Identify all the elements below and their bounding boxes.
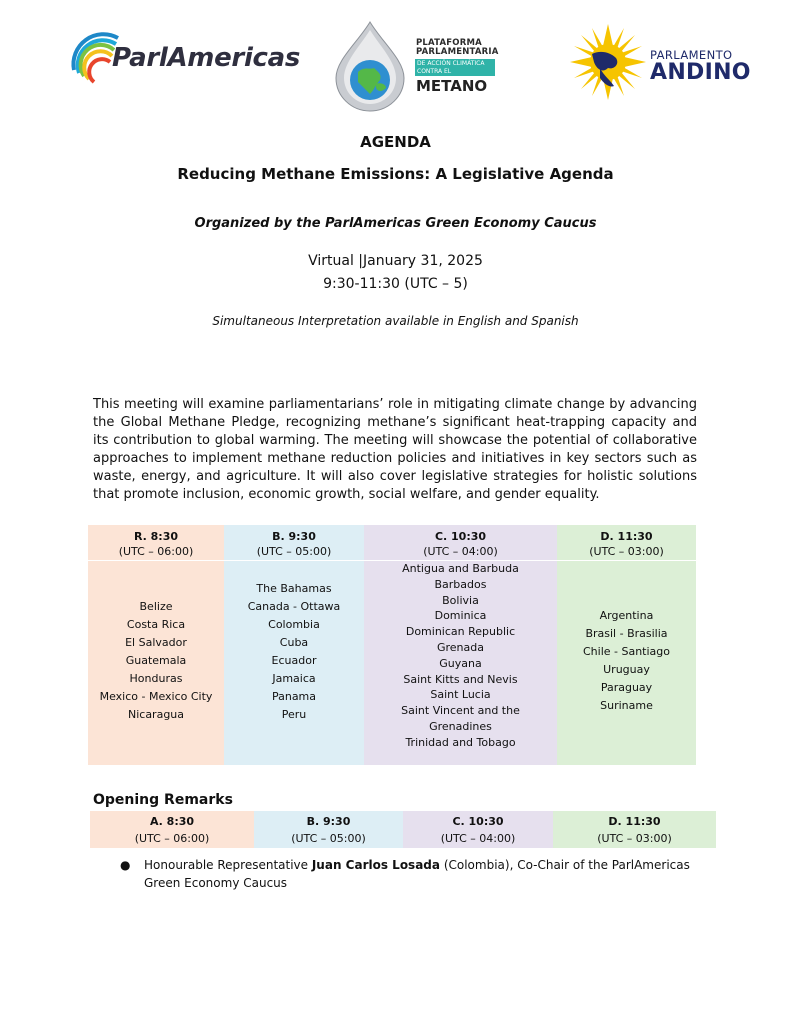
country-item: Grenadines — [429, 719, 492, 733]
zone-country-list — [557, 607, 696, 715]
zone-divider — [88, 560, 224, 561]
metano-line1: PLATAFORMA — [416, 38, 482, 48]
zone-label: D. 11:30 — [600, 530, 653, 543]
metano-platform-logo — [330, 20, 500, 112]
country-item: Saint Vincent and the — [401, 704, 520, 718]
zone-label: R. 8:30 — [133, 530, 179, 543]
zone-country-list — [88, 598, 224, 724]
opening-time-cell-d — [553, 811, 716, 848]
country-item: Peru — [281, 708, 307, 721]
agenda-title: Reducing Methane Emissions: A Legislative Agenda — [177, 165, 614, 183]
interpretation-note: Simultaneous Interpretation available in English and Spanish — [212, 314, 579, 328]
zone-divider — [557, 560, 696, 561]
country-item: Colombia — [268, 618, 320, 631]
country-item: Barbados — [434, 577, 487, 591]
zone-utc: (UTC – 03:00) — [589, 545, 664, 558]
country-item: El Salvador — [125, 636, 187, 649]
country-item: Canada - Ottawa — [247, 600, 341, 613]
country-item: Panama — [271, 690, 317, 703]
bullet-icon: ● — [120, 858, 131, 872]
andino-sun-icon — [570, 24, 646, 100]
opening-time-cell-c — [403, 811, 553, 848]
meeting-description: This meeting will examine parliamentarians’ role in mitigating climate change by advancing the Global Methane Pledge, recognizing methane’s significant heat-trapping capacity and its contribution to global warming. The meeting will showcase the potential of collaborative approaches to implement methane reduction policies and initiatives in key sectors such as waste, energy, and agriculture. It will also cover legislative strategies for holistic solutions that promote inclusion, economic growth, social welfare, and gender equality. — [93, 397, 697, 502]
country-item: Grenada — [436, 640, 484, 654]
zone-column-b — [224, 525, 364, 765]
opening-time-label: C. 10:30 — [452, 815, 504, 828]
opening-time-cell-b — [254, 811, 403, 848]
metano-line3: DE ACCIÓN CLIMÁTICA — [417, 60, 485, 67]
country-item: The Bahamas — [256, 582, 332, 595]
zone-column-a — [88, 525, 224, 765]
opening-time-cell-a — [90, 811, 254, 848]
country-item: Belize — [139, 600, 173, 613]
opening-time-label: A. 8:30 — [149, 815, 195, 828]
country-item: Argentina — [599, 609, 654, 622]
country-item: Mexico - Mexico City — [99, 690, 213, 703]
opening-time-utc: (UTC – 04:00) — [440, 832, 516, 845]
country-item: Costa Rica — [126, 618, 186, 631]
organizer-line: Organized by the ParlAmericas Green Economy Caucus — [194, 216, 597, 231]
country-item: Saint Lucia — [430, 688, 491, 702]
country-item: Guatemala — [125, 654, 187, 667]
parlamento-andino-logo — [570, 24, 751, 100]
metano-line4: CONTRA EL — [417, 67, 452, 75]
country-item: Nicaragua — [127, 708, 185, 721]
metano-line5: METANO — [416, 77, 488, 95]
opening-time-utc: (UTC – 05:00) — [291, 832, 366, 845]
andino-line2: ANDINO — [650, 60, 751, 85]
zone-label: C. 10:30 — [434, 530, 487, 543]
country-item: Uruguay — [603, 663, 650, 676]
speaker-prefix: Honourable Representative — [144, 858, 312, 872]
metano-line2: PARLAMENTARIA — [416, 47, 499, 57]
speaker-name: Juan Carlos Losada — [311, 858, 440, 872]
speaker-list — [120, 856, 704, 892]
zone-utc: (UTC – 04:00) — [423, 545, 498, 558]
zone-country-list — [364, 561, 557, 751]
andino-line1: PARLAMENTO — [650, 48, 733, 62]
country-item: Cuba — [279, 636, 309, 649]
country-item: Chile - Santiago — [582, 645, 670, 658]
parlamericas-logo — [66, 26, 302, 96]
zone-label: B. 9:30 — [272, 530, 316, 543]
zone-country-list — [224, 580, 364, 724]
parlamericas-wordmark: ParlAmericas — [112, 43, 301, 73]
zone-utc: (UTC – 05:00) — [256, 545, 332, 558]
time-zone-table — [88, 525, 696, 765]
speaker-item — [120, 856, 704, 892]
zone-column-c — [364, 525, 557, 765]
country-item: Guyana — [439, 656, 482, 670]
country-item: Bolivia — [442, 593, 479, 607]
country-item: Dominica — [434, 609, 487, 623]
opening-time-label: B. 9:30 — [306, 815, 351, 828]
opening-remarks-heading: Opening Remarks — [93, 792, 233, 808]
country-item: Ecuador — [271, 654, 317, 667]
country-item: Saint Kitts and Nevis — [403, 672, 518, 686]
country-item: Dominican Republic — [405, 625, 516, 639]
country-item: Antigua and Barbuda — [402, 562, 519, 575]
zone-column-d — [557, 525, 696, 765]
country-item: Honduras — [129, 672, 183, 685]
agenda-heading: AGENDA — [360, 133, 431, 151]
country-item: Trinidad and Tobago — [405, 735, 516, 749]
opening-remarks-time-table — [90, 811, 716, 848]
opening-time-utc: (UTC – 06:00) — [134, 832, 210, 845]
methane-drop-globe-icon — [330, 20, 410, 112]
country-item: Suriname — [600, 699, 653, 712]
event-date: Virtual |January 31, 2025 — [308, 253, 483, 269]
country-item: Paraguay — [600, 681, 653, 694]
event-time: 9:30-11:30 (UTC – 5) — [323, 276, 468, 292]
opening-time-label: D. 11:30 — [608, 815, 661, 828]
zone-utc: (UTC – 06:00) — [118, 545, 194, 558]
speaker-role: (Colombia), Co-Chair of the ParlAmericas Green Economy Caucus — [144, 858, 690, 890]
opening-time-utc: (UTC – 03:00) — [597, 832, 672, 845]
country-item: Jamaica — [272, 672, 316, 685]
zone-divider — [224, 560, 364, 561]
country-item: Brasil - Brasilia — [585, 627, 668, 640]
